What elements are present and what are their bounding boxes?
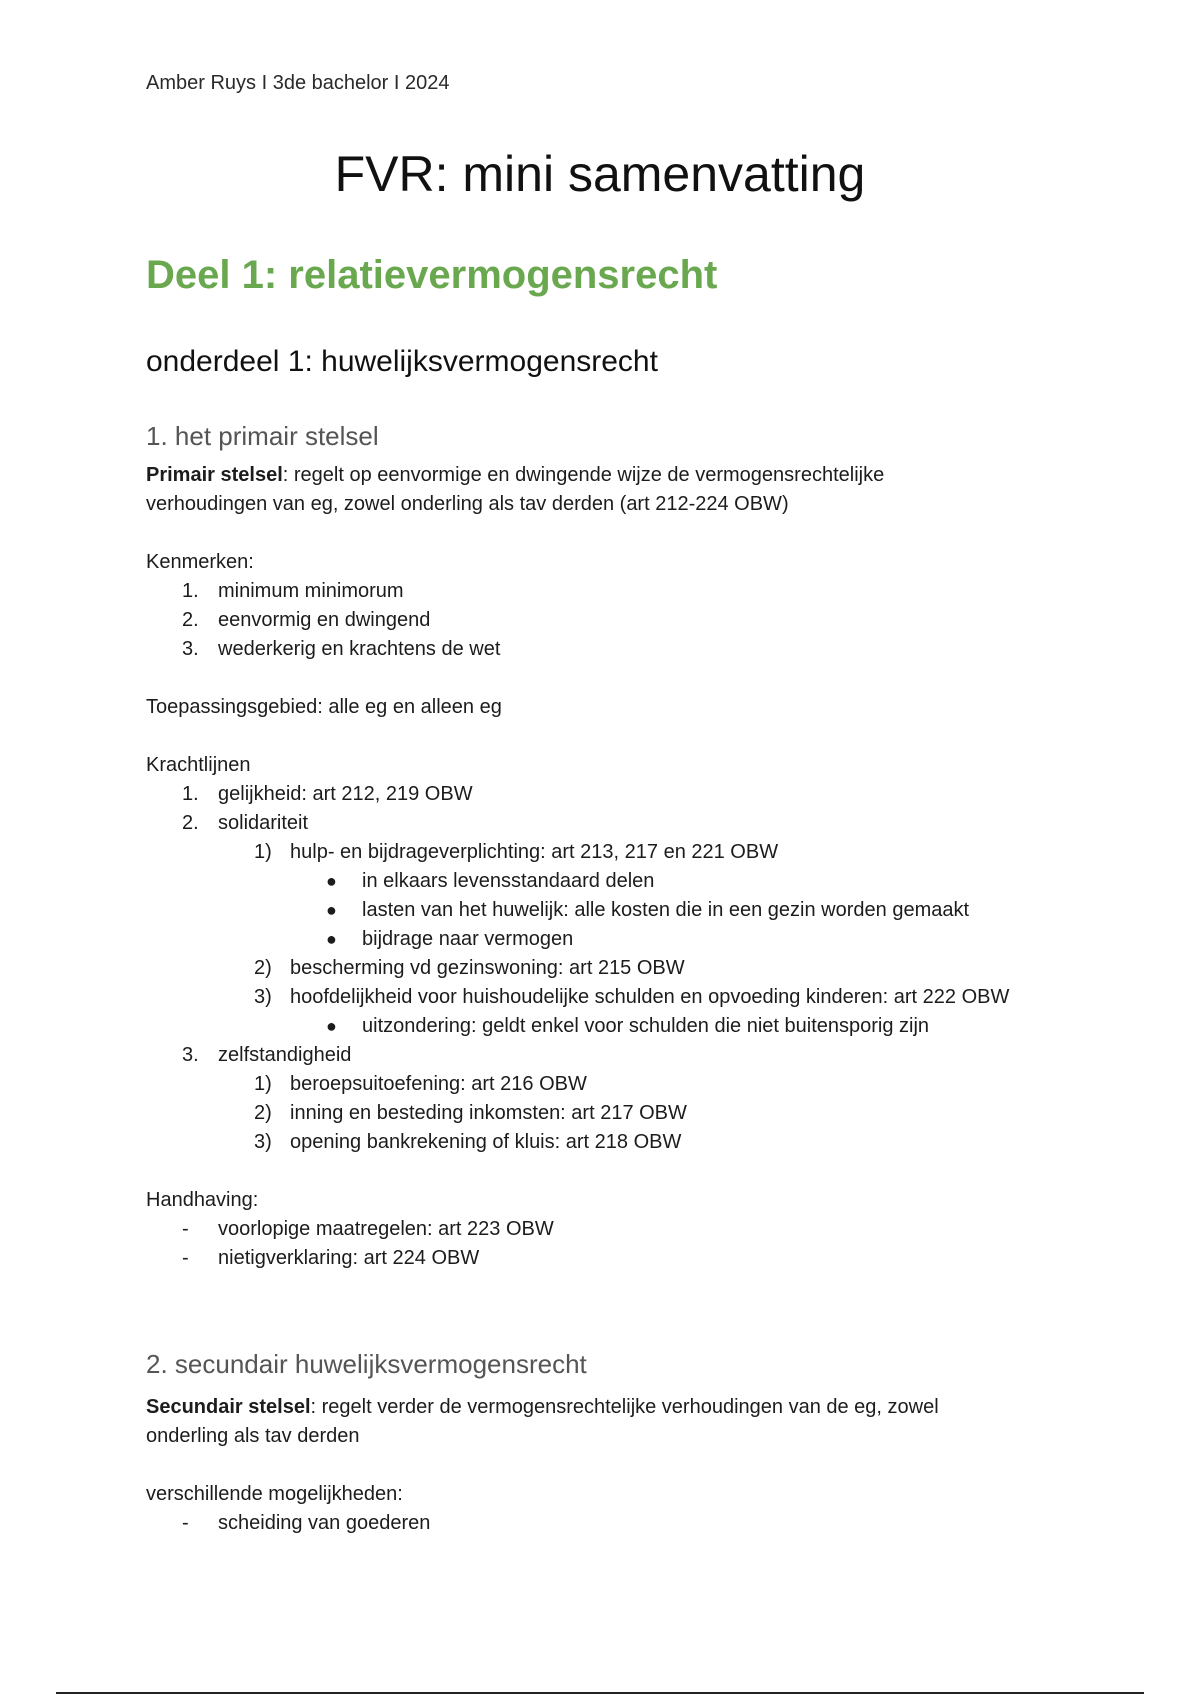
list-text: zelfstandigheid <box>218 1044 352 1066</box>
list-marker: - <box>182 1512 189 1534</box>
bullet-icon: ● <box>326 1016 337 1036</box>
mogelijkheden-label: verschillende mogelijkheden: <box>146 1483 403 1505</box>
list-item <box>146 577 1046 606</box>
list-text: wederkerig en krachtens de wet <box>218 638 501 660</box>
list-item <box>146 1070 1046 1099</box>
list-marker: 1) <box>254 841 272 863</box>
list-marker: 3. <box>182 638 199 660</box>
list-text: bescherming vd gezinswoning: art 215 OBW <box>290 957 685 979</box>
author-header: Amber Ruys I 3de bachelor I 2024 <box>146 72 450 94</box>
list-item <box>146 1509 1046 1538</box>
list-item <box>146 983 1046 1012</box>
list-item <box>146 867 1046 896</box>
list-marker: 2) <box>254 957 272 979</box>
list-marker: - <box>182 1247 189 1269</box>
page-bottom-rule <box>56 1692 1144 1694</box>
list-text: hulp- en bijdrageverplichting: art 213, 217 en 221 OBW <box>290 841 779 863</box>
handhaving-label: Handhaving: <box>146 1189 259 1211</box>
list-marker: - <box>182 1218 189 1240</box>
list-item <box>146 925 1046 954</box>
list-text: bijdrage naar vermogen <box>362 928 574 950</box>
list-marker: 2. <box>182 609 199 631</box>
list-item <box>146 954 1046 983</box>
bullet-icon: ● <box>326 929 337 949</box>
list-item <box>146 1099 1046 1128</box>
section-1-heading: 1. het primair stelsel <box>146 421 379 451</box>
list-item <box>146 1128 1046 1157</box>
bullet-icon: ● <box>326 900 337 920</box>
section-2-heading: 2. secundair huwelijksvermogensrecht <box>146 1349 587 1379</box>
kenmerken-label: Kenmerken: <box>146 551 254 573</box>
list-item <box>146 606 1046 635</box>
definition-term: Secundair stelsel <box>146 1396 311 1418</box>
toepassingsgebied: Toepassingsgebied: alle eg en alleen eg <box>146 696 502 718</box>
list-text: eenvormig en dwingend <box>218 609 431 631</box>
list-text: gelijkheid: art 212, 219 OBW <box>218 783 473 805</box>
list-text: voorlopige maatregelen: art 223 OBW <box>218 1218 554 1240</box>
bullet-icon: ● <box>326 871 337 891</box>
list-item <box>146 1012 1046 1041</box>
list-item <box>146 896 1046 925</box>
list-text: minimum minimorum <box>218 580 404 602</box>
secundair-definition-cont: onderling als tav derden <box>146 1425 360 1447</box>
list-text: solidariteit <box>218 812 309 834</box>
list-marker: 1. <box>182 580 199 602</box>
list-marker: 3) <box>254 1131 272 1153</box>
list-text: scheiding van goederen <box>218 1512 431 1534</box>
list-text: beroepsuitoefening: art 216 OBW <box>290 1073 587 1095</box>
part-heading: Deel 1: relatievermogensrecht <box>146 253 718 297</box>
primair-definition <box>146 461 1046 490</box>
list-marker: 3) <box>254 986 272 1008</box>
list-marker: 1) <box>254 1073 272 1095</box>
list-item <box>146 838 1046 867</box>
section-2-body <box>146 1393 1046 1538</box>
secundair-definition <box>146 1393 1046 1422</box>
list-item <box>146 809 1046 838</box>
list-text: in elkaars levensstandaard delen <box>362 870 655 892</box>
subpart-heading: onderdeel 1: huwelijksvermogensrecht <box>146 345 658 378</box>
list-marker: 2) <box>254 1102 272 1124</box>
list-item <box>146 780 1046 809</box>
list-item <box>146 1244 1046 1273</box>
list-text: opening bankrekening of kluis: art 218 OBW <box>290 1131 682 1153</box>
list-text: lasten van het huwelijk: alle kosten die in een gezin worden gemaakt <box>362 899 970 921</box>
list-marker: 3. <box>182 1044 199 1066</box>
section-1-body <box>146 461 1046 1273</box>
list-item <box>146 1215 1046 1244</box>
list-text: hoofdelijkheid voor huishoudelijke schulden en opvoeding kinderen: art 222 OBW <box>290 986 1010 1008</box>
krachtlijnen-label: Krachtlijnen <box>146 754 251 776</box>
list-item <box>146 1041 1046 1070</box>
definition-text: : regelt verder de vermogensrechtelijke verhoudingen van de eg, zowel <box>310 1396 939 1418</box>
list-item <box>146 635 1046 664</box>
primair-definition-cont: verhoudingen van eg, zowel onderling als tav derden (art 212-224 OBW) <box>146 493 789 515</box>
list-text: uitzondering: geldt enkel voor schulden die niet buitensporig zijn <box>362 1015 930 1037</box>
list-text: inning en besteding inkomsten: art 217 OBW <box>290 1102 687 1124</box>
definition-text: : regelt op eenvormige en dwingende wijze de vermogensrechtelijke <box>282 464 885 486</box>
list-marker: 1. <box>182 783 199 805</box>
list-text: nietigverklaring: art 224 OBW <box>218 1247 480 1269</box>
document-title: FVR: mini samenvatting <box>334 146 866 202</box>
definition-term: Primair stelsel <box>146 464 283 486</box>
list-marker: 2. <box>182 812 199 834</box>
